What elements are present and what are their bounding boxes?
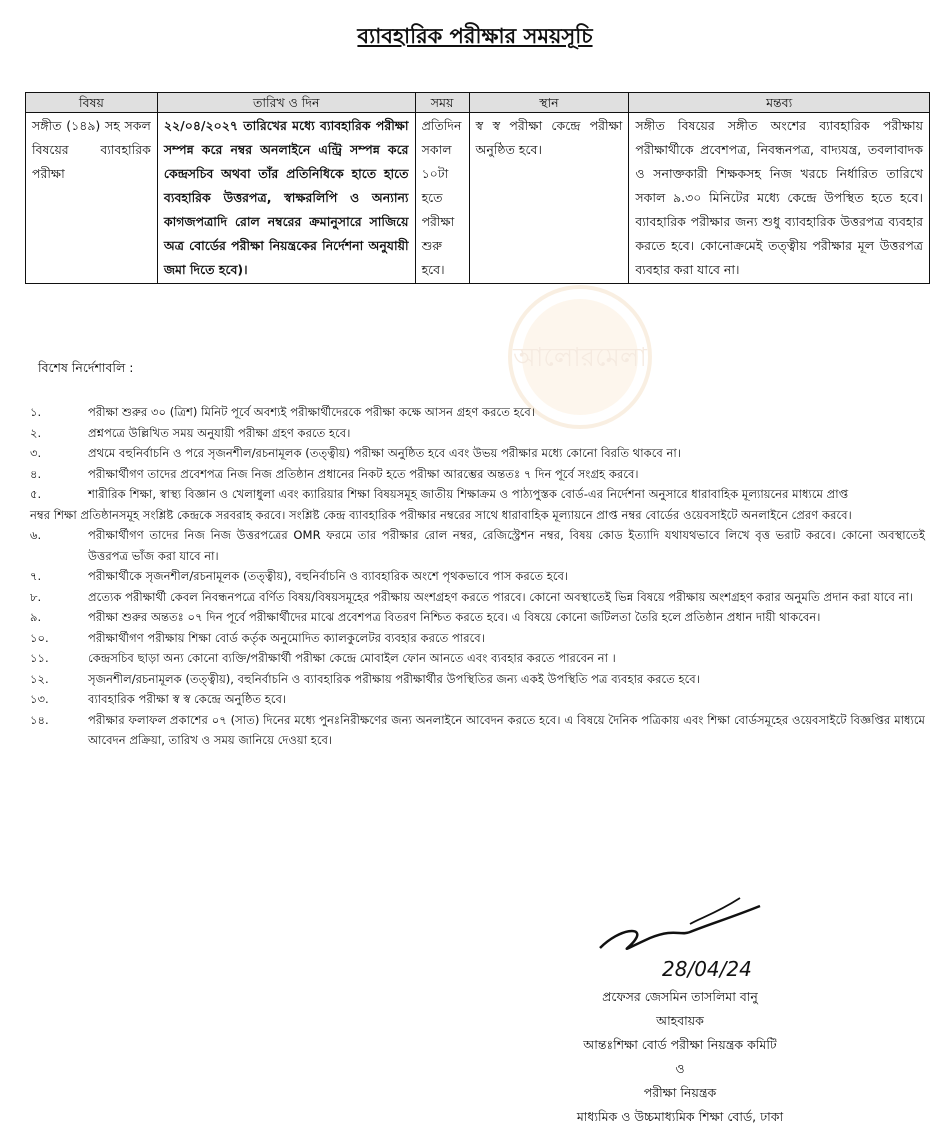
note-text <box>88 402 925 423</box>
note-text-main: পরীক্ষার্থীগণ পরীক্ষায় শিক্ষা বোর্ড কর্তৃক অনুমোদিত ক্যালকুলেটর ব্যবহার করতে পারবে। <box>88 630 485 645</box>
list-item <box>30 566 925 587</box>
note-number: ৬. <box>30 528 42 542</box>
signatory-block <box>500 985 860 1129</box>
header-remarks: মন্তব্য <box>629 93 930 113</box>
svg-text:আলোরমেলা: আলোরমেলা <box>513 343 647 373</box>
signatory-role-1: আহবায়ক <box>656 1013 704 1028</box>
list-item <box>30 464 925 485</box>
list-item <box>30 607 925 628</box>
note-text <box>88 628 925 649</box>
note-text-main: পরীক্ষার্থীকে সৃজনশীল/রচনামূলক (তত্ত্বীয়), বহুনির্বাচনি ও ব্যাবহারিক অংশে পৃথকভাবে পাস করতে হবে। <box>88 569 569 583</box>
notes-heading: বিশেষ নির্দেশাবলি : <box>38 360 134 375</box>
list-item <box>30 587 925 608</box>
note-text <box>88 689 925 710</box>
note-number: ৩. <box>30 446 42 460</box>
note-number: ২. <box>30 425 42 440</box>
note-text <box>30 484 925 525</box>
header-subject: বিষয় <box>26 93 158 113</box>
schedule-table <box>25 92 930 284</box>
note-number: ১০. <box>30 630 49 645</box>
header-time: সময় <box>415 93 469 113</box>
note-text-main: কেন্দ্রসচিব ছাড়া অন্য কোনো ব্যক্তি/পরীক্ষার্থী পরীক্ষা কেন্দ্রে মোবাইল ফোন আনতে এবং ব্যবহার করতে পারবেন না । <box>88 651 616 665</box>
note-text <box>88 710 925 751</box>
note-text <box>88 525 925 566</box>
list-item <box>30 484 925 525</box>
list-item <box>30 423 925 444</box>
note-text-main: পরীক্ষার্থীগণ তাদের প্রবেশপত্র নিজ নিজ প্রতিষ্ঠান প্রধানের নিকট হতে পরীক্ষা আরম্ভের অন্ততঃ ৭ দিন পূর্বে সংগ্রহ করবে। <box>88 466 639 481</box>
list-item <box>30 443 925 464</box>
note-text-main: পরীক্ষা শুরুর ৩০ (ত্রিশ) মিনিট পূর্বে অবশ্যই পরীক্ষার্থীদেরকে পরীক্ষা কক্ষে আসন গ্রহণ করতে হবে। <box>88 405 535 419</box>
list-item <box>30 648 925 669</box>
note-text-main: পরীক্ষার্থীগণ তাদের নিজ নিজ উত্তরপত্রের OMR ফরমে তার পরীক্ষার রোল নম্বর, রেজিস্ট্রেশন নম্বর, বিষয় কোড ইত্যাদি যথাযথভাবে লিখে বৃত্ত ভরাট করবে। কোনো অবস্থাতেই উত্তরপত্র ভাঁজ করা যাবে না। <box>88 528 925 563</box>
note-text-main: প্রথমে বহুনির্বাচনি ও পরে সৃজনশীল/রচনামূলক (তত্ত্বীয়) পরীক্ষা অনুষ্ঠিত হবে এবং উভয় পরীক্ষার মধ্যে কোনো বিরতি থাকবে না। <box>88 446 681 460</box>
note-text-main: শারীরিক শিক্ষা, স্বাস্থ্য বিজ্ঞান ও খেলাধুলা এবং ক্যারিয়ার শিক্ষা বিষয়সমূহ জাতীয় শিক্ষাক্রম ও পাঠ্যপুস্তক বোর্ড-এর নির্দেশনা অনুসারে ধারাবাহিক মূল্যায়নের মাধ্যমে প্রাপ্ত <box>88 487 849 501</box>
note-number: ১৪. <box>30 712 49 727</box>
table-row <box>26 113 930 284</box>
note-text <box>88 464 925 485</box>
note-text <box>88 607 925 628</box>
note-text <box>88 423 925 444</box>
note-number: ১১. <box>30 651 49 665</box>
list-item <box>30 669 925 690</box>
note-text-main: সৃজনশীল/রচনামূলক (তত্ত্বীয়), বহুনির্বাচনি ও ব্যাবহারিক পরীক্ষায় পরীক্ষার্থীর উপস্থিতির জন্য একই উপস্থিতি পত্র ব্যবহার করতে হবে। <box>88 671 700 686</box>
list-item <box>30 689 925 710</box>
note-text-main: প্রশ্নপত্রে উল্লিখিত সময় অনুযায়ী পরীক্ষা গ্রহণ করতে হবে। <box>88 425 351 440</box>
header-date: তারিখ ও দিন <box>157 93 415 113</box>
note-text <box>88 566 925 587</box>
list-item <box>30 628 925 649</box>
note-text-main: প্রত্যেক পরীক্ষার্থী কেবল নিবন্ধনপত্রে বর্ণিত বিষয়/বিষয়সমূহের পরীক্ষায় অংশগ্রহণ করতে পারবে। কোনো অবস্থাতেই ভিন্ন বিষয়ে পরীক্ষায় অংশগ্রহণ করার অনুমতি প্রদান করা যাবে না। <box>88 589 914 604</box>
note-text-main: ব্যাবহারিক পরীক্ষা স্ব স্ব কেন্দ্রে অনুষ্ঠিত হবে। <box>88 692 287 706</box>
table-header-row <box>26 93 930 113</box>
list-item <box>30 525 925 566</box>
note-number: ৮. <box>30 589 42 604</box>
cell-time: প্রতিদিন সকাল ১০টা হতে পরীক্ষা শুরু হবে। <box>415 113 469 284</box>
note-number: ৯. <box>30 610 42 624</box>
cell-date: ২২/০৪/২০২৭ তারিখের মধ্যে ব্যাবহারিক পরীক্ষা সম্পন্ন করে নম্বর অনলাইনে এন্ট্রি সম্পন্ন করে কেন্দ্রসচিব অথবা তাঁর প্রতিনিধিকে হাতে হাতে ব্যবহারিক উত্তরপত্র, স্বাক্ষরলিপি ও অন্যান্য কাগজপত্রাদি রোল নম্বরের ক্রমানুসারে সাজিয়ে অত্র বোর্ডের পরীক্ষা নিয়ন্ত্রকের নির্দেশনা অনুযায়ী জমা দিতে হবে)। <box>157 113 415 284</box>
page-title: ব্যাবহারিক পরীক্ষার সময়সূচি <box>357 24 593 48</box>
note-text <box>88 669 925 690</box>
note-text <box>88 648 925 669</box>
signatory-role-2: পরীক্ষা নিয়ন্ত্রক <box>643 1085 717 1100</box>
signature <box>590 888 790 998</box>
signatory-and: ও <box>675 1061 685 1076</box>
note-text-main: পরীক্ষা শুরুর অন্ততঃ ০৭ দিন পূর্বে পরীক্ষার্থীদের মাঝে প্রবেশপত্র বিতরণ নিশ্চিত করতে হবে। এ বিষয়ে কোনো জটিলতা তৈরি হলে প্রতিষ্ঠান প্রধান দায়ী থাকবেন। <box>88 610 821 624</box>
notes-list <box>30 402 925 751</box>
note-text <box>88 443 925 464</box>
cell-remarks: সঙ্গীত বিষয়ের সঙ্গীত অংশের ব্যাবহারিক পরীক্ষায় পরীক্ষার্থীকে প্রবেশপত্র, নিবন্ধনপত্র, বাদ্যযন্ত্র, তবলাবাদক ও সনাক্তকারী শিক্ষকসহ নিজ খরচে নির্ধারিত তারিখে সকাল ৯.৩০ মিনিটের মধ্যে কেন্দ্রে উপস্থিত হতে হবে। ব্যাবহারিক পরীক্ষার জন্য শুধু ব্যাবহারিক উত্তরপত্র ব্যবহার করতে হবে। কোনোক্রমেই তত্ত্বীয় পরীক্ষার মূল উত্তরপত্র ব্যবহার করা যাবে না। <box>629 113 930 284</box>
list-item <box>30 710 925 751</box>
note-number: ৭. <box>30 569 42 583</box>
cell-place: স্ব স্ব পরীক্ষা কেন্দ্রে পরীক্ষা অনুষ্ঠিত হবে। <box>469 113 629 284</box>
note-number: ১৩. <box>30 692 49 706</box>
signatory-committee: আন্তঃশিক্ষা বোর্ড পরীক্ষা নিয়ন্ত্রক কমিটি <box>583 1037 777 1052</box>
note-number: ৫. <box>30 487 42 501</box>
cell-subject: সঙ্গীত (১৪৯) সহ সকল বিষয়ের ব্যাবহারিক পরীক্ষা <box>26 113 158 284</box>
note-number: ১২. <box>30 671 49 686</box>
note-number: ৪. <box>30 466 42 481</box>
header-place: স্থান <box>469 93 629 113</box>
signature-date: 28/04/24 <box>662 957 752 981</box>
list-item <box>30 402 925 423</box>
note-text <box>88 587 925 608</box>
note-text-main: পরীক্ষার ফলাফল প্রকাশের ০৭ (সাত) দিনের মধ্যে পুনঃনিরীক্ষণের জন্য অনলাইনে আবেদন করতে হবে। এ বিষয়ে দৈনিক পত্রিকায় এবং শিক্ষা বোর্ডসমূহের ওয়েবসাইটে বিজ্ঞপ্তির মাধ্যমে আবেদন প্রক্রিয়া, তারিখ ও সময় জানিয়ে দেওয়া হবে। <box>88 712 925 747</box>
signatory-name: প্রফেসর জেসমিন তাসলিমা বানু <box>602 989 758 1004</box>
note-text-continuation: নম্বর শিক্ষা প্রতিষ্ঠানসমূহ সংশ্লিষ্ট কেন্দ্রকে সরবরাহ করবে। সংশ্লিষ্ট কেন্দ্র ব্যাবহারিক পরীক্ষার নম্বরের সাথে ধারাবাহিক মূল্যায়নে প্রাপ্ত নম্বর বোর্ডের ওয়েবসাইটে অনলাইনে প্রেরণ করবে। <box>30 507 852 522</box>
signatory-board: মাধ্যমিক ও উচ্চমাধ্যমিক শিক্ষা বোর্ড, ঢাকা <box>576 1109 784 1124</box>
note-number: ১. <box>30 405 42 419</box>
